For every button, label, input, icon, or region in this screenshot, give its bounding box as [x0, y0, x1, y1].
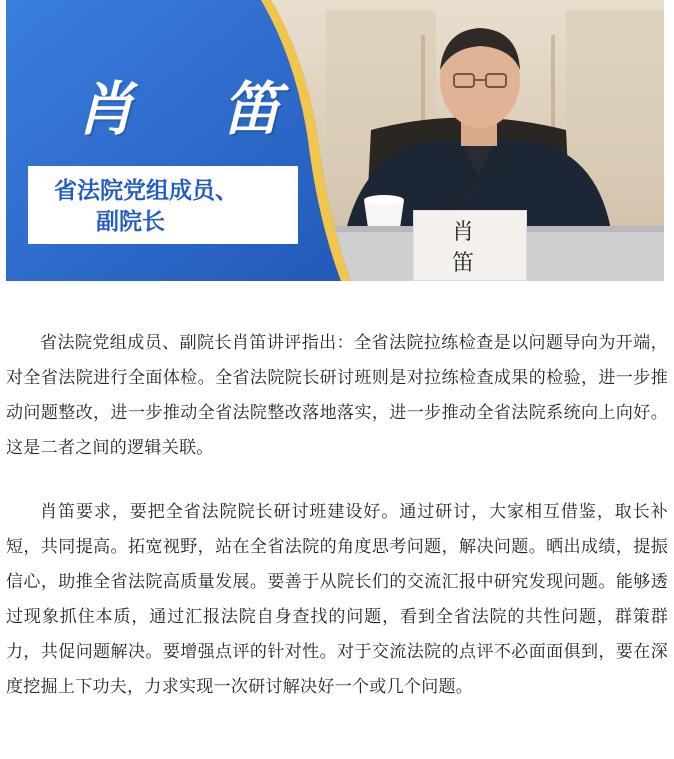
- paragraph-2: 肖笛要求，要把全省法院院长研讨班建设好。通过研讨，大家相互借鉴，取长补短，共同提高。拓宽视野，站在全省法院的角度思考问题，解决问题。晒出成绩，提振信心，助推全省法院高质量发展。要善于从院长们的交流汇报中研究发现问题。能够透过现象抓住本质，通过汇报法院自身查找的问题，看到全省法院的共性问题，群策群力，共促问题解决。要增强点评的针对性。对于交流法院的点评不必面面俱到，要在深度挖掘上下功夫，力求实现一次研讨解决好一个或几个问题。: [6, 502, 668, 697]
- article-body: [6, 326, 668, 705]
- person-name-title: 肖 笛: [76, 75, 315, 143]
- role-line-1: 省法院党组成员、: [54, 178, 238, 204]
- paragraph-1: 省法院党组成员、副院长肖笛讲评指出：全省法院拉练检查是以问题导向为开端，对全省法院进行全面体检。全省法院院长研讨班则是对拉练检查成果的检验，进一步推动问题整改，进一步推动全省法院整改落地落实，进一步推动全省法院系统向上向好。这是二者之间的逻辑关联。: [6, 333, 668, 458]
- role-line-2: 副院长: [96, 209, 165, 235]
- role-caption: [28, 166, 298, 244]
- name-plaque: 肖 笛: [413, 210, 527, 281]
- header-banner: [6, 0, 664, 281]
